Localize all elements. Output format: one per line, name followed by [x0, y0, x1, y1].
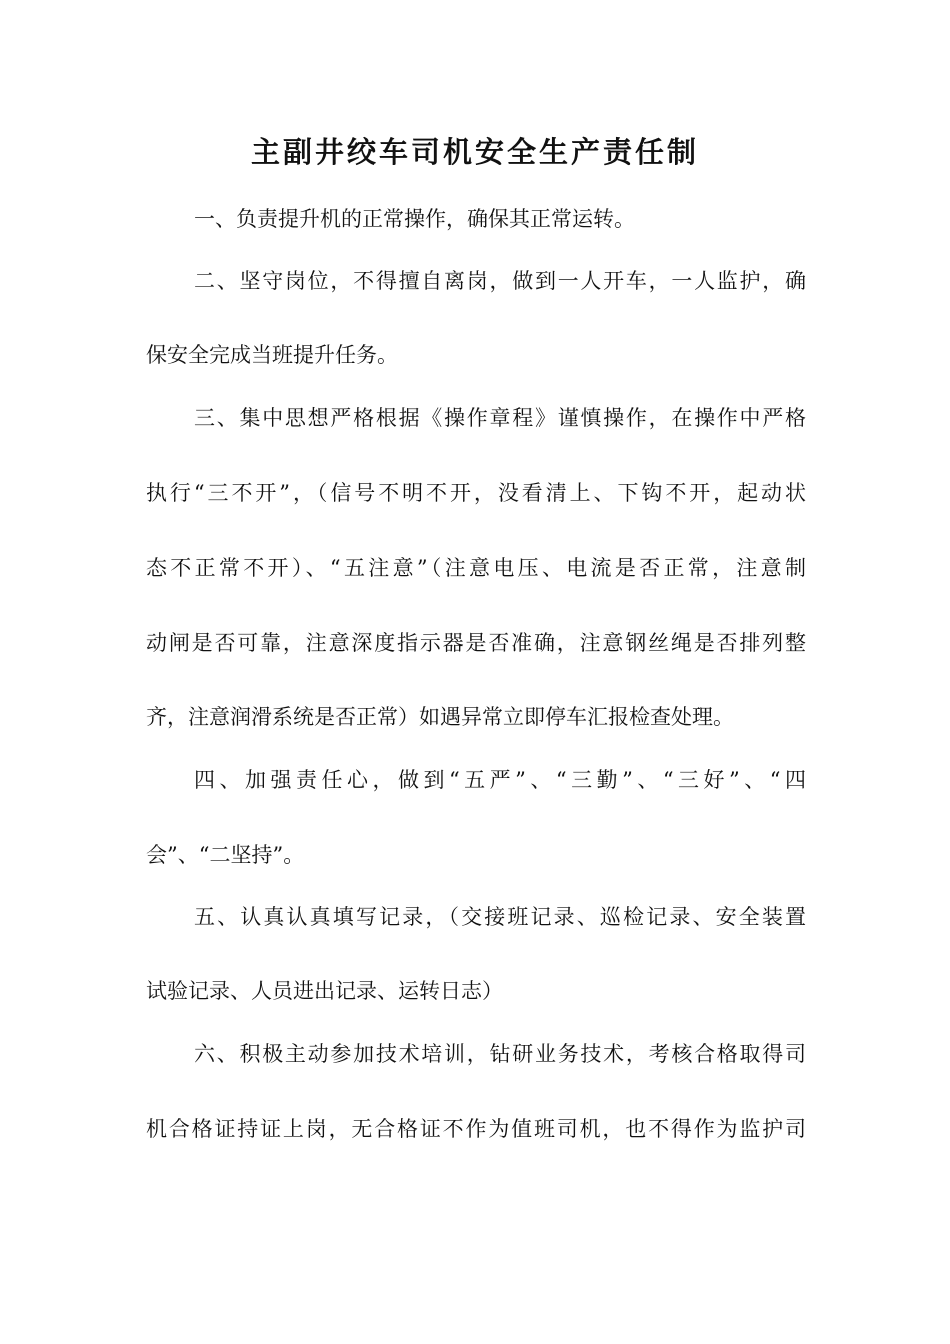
paragraph-3-line-2: 执行“三不开”，（信号不明不开，没看清上、下钩不开，起动状	[146, 481, 806, 505]
paragraph-2-line-1: 二、坚守岗位，不得擅自离岗，做到一人开车，一人监护，确	[194, 269, 806, 293]
paragraph-6-line-1: 六、积极主动参加技术培训，钻研业务技术，考核合格取得司	[194, 1042, 806, 1066]
paragraph-3-line-4: 动闸是否可靠，注意深度指示器是否准确，注意钢丝绳是否排列整	[146, 631, 806, 655]
paragraph-4-line-1: 四、加强责任心，做到“五严”、“三勤”、“三好”、“四	[194, 768, 806, 792]
paragraph-4-line-2: 会”、“二坚持”。	[146, 843, 305, 867]
paragraph-3-line-3: 态不正常不开）、“五注意”（注意电压、电流是否正常，注意制	[146, 556, 806, 580]
paragraph-3-line-5: 齐，注意润滑系统是否正常）如遇异常立即停车汇报检查处理。	[146, 705, 734, 729]
paragraph-6-line-2: 机合格证持证上岗，无合格证不作为值班司机，也不得作为监护司	[146, 1117, 806, 1141]
paragraph-2-line-2: 保安全完成当班提升任务。	[146, 343, 398, 367]
paragraph-5-line-1: 五、认真认真填写记录，（交接班记录、巡检记录、安全装置	[194, 905, 806, 929]
paragraph-3-line-1: 三、集中思想严格根据《操作章程》谨慎操作，在操作中严格	[194, 406, 806, 430]
document-title: 主副井绞车司机安全生产责任制	[250, 135, 699, 169]
paragraph-5-line-2: 试验记录、人员进出记录、运转日志）	[146, 979, 503, 1003]
paragraph-1-line-1: 一、负责提升机的正常操作，确保其正常运转。	[194, 207, 635, 231]
